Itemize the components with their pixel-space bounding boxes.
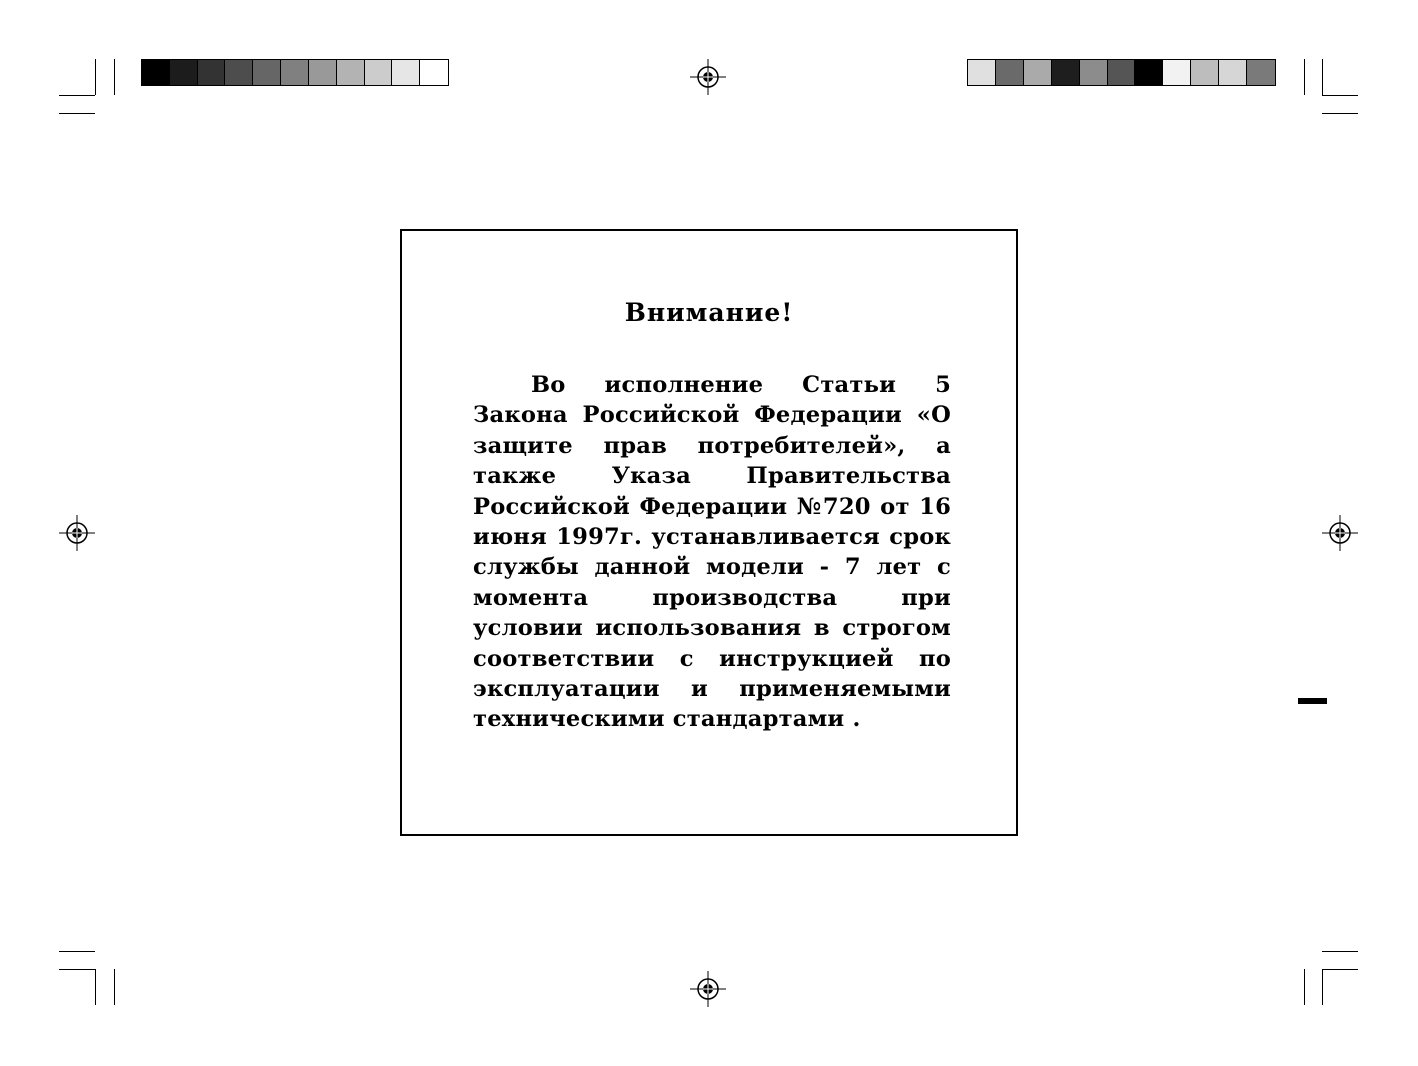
color-swatch <box>281 60 309 85</box>
color-swatch <box>420 60 448 85</box>
color-swatch <box>198 60 226 85</box>
color-swatch <box>1080 60 1108 85</box>
color-swatch <box>1163 60 1191 85</box>
color-swatch <box>1024 60 1052 85</box>
color-swatch <box>1191 60 1219 85</box>
crop-mark <box>114 969 115 1005</box>
crop-mark <box>1304 59 1305 95</box>
crop-mark <box>59 95 95 96</box>
color-swatch <box>1247 60 1275 85</box>
crop-mark <box>59 969 95 970</box>
color-swatch <box>170 60 198 85</box>
notice-title: Внимание! <box>624 298 794 327</box>
color-swatch <box>337 60 365 85</box>
crop-mark <box>1322 969 1323 1005</box>
color-swatch <box>1219 60 1247 85</box>
notice-body: Во исполнение Статьи 5 Закона Российской Федерации «О защите прав потребителей», а также Указа Правительства Российской Федерации №720 от 16 июня 1997г. устанавливается срок службы данной модели - 7 лет с момента производства при условии использования в строгом соответствии с инструкцией по эксплуатации и применяемыми техническими стандартами . <box>473 372 951 733</box>
color-swatch <box>968 60 996 85</box>
crop-mark <box>1322 969 1358 970</box>
crop-mark <box>59 113 95 114</box>
color-swatch <box>309 60 337 85</box>
registration-mark-icon <box>59 515 95 551</box>
color-swatch <box>253 60 281 85</box>
crop-mark <box>1322 951 1358 952</box>
color-swatch <box>365 60 393 85</box>
crop-mark <box>1322 59 1323 95</box>
crop-mark <box>1322 95 1358 96</box>
color-swatch <box>392 60 420 85</box>
color-swatch <box>1052 60 1080 85</box>
registration-mark-icon <box>690 59 726 95</box>
color-swatch <box>142 60 170 85</box>
crop-mark <box>59 951 95 952</box>
color-swatch <box>225 60 253 85</box>
crop-mark <box>1304 969 1305 1005</box>
crop-mark <box>114 59 115 95</box>
color-swatch <box>1108 60 1136 85</box>
color-calibration-bar-right <box>967 59 1276 86</box>
crop-mark <box>1322 113 1358 114</box>
color-swatch <box>1135 60 1163 85</box>
color-swatch <box>996 60 1024 85</box>
crop-mark <box>95 969 96 1005</box>
registration-mark-icon <box>690 971 726 1007</box>
registration-mark-icon <box>1322 515 1358 551</box>
color-calibration-bar-left <box>141 59 449 86</box>
section-tab-marker <box>1298 698 1327 704</box>
crop-mark <box>95 59 96 95</box>
